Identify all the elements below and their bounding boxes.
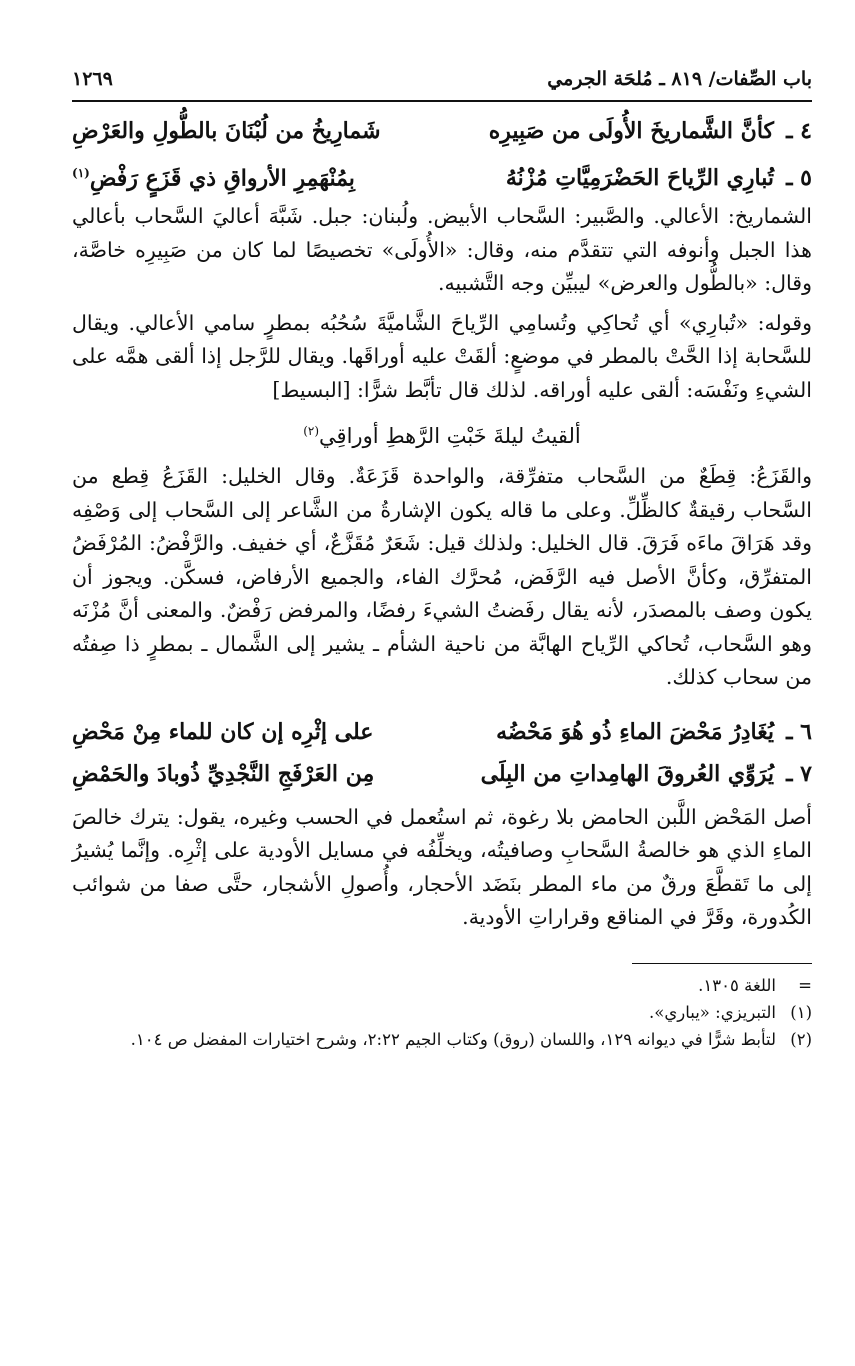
- hemistich-text: شَمارِيخُ من لُبْنَانَ بالطُّولِ والعَرْضِ: [72, 118, 381, 144]
- running-header: [72, 62, 812, 96]
- footnote-ref: (١): [72, 166, 90, 180]
- verse-second-hemistich: [72, 152, 444, 199]
- footnote-text: اللغة ١٣٠٥.: [698, 975, 776, 995]
- verse-first-hemistich: يُغَادِرُ مَحْضَ الماءِ ذُو هُوَ مَحْضُه: [496, 718, 774, 745]
- hemistich-text: على إثْرِه إن كان للماء مِنْ مَحْضِ: [72, 718, 374, 745]
- footnote-mark: =: [798, 975, 812, 995]
- footnote: [72, 1026, 812, 1053]
- page: [72, 62, 812, 1053]
- quoted-verse-text: ألقيتُ ليلةَ خَبْتِ الرَّهطِ أوراقِي: [319, 424, 581, 448]
- footnote-rule: [632, 963, 812, 964]
- verse-second-hemistich: [72, 711, 444, 753]
- verse-line: [72, 152, 812, 194]
- page-number: ١٢٦٩: [72, 68, 113, 90]
- footnote-mark: (١): [790, 1002, 812, 1022]
- spacer: [72, 701, 812, 711]
- hemistich-text: مِن العَرْفَجِ النَّجْدِيِّ ذُوبادَ والحَمْضِ: [72, 760, 375, 787]
- header-rule: [72, 100, 812, 102]
- verse-line: [72, 711, 812, 753]
- verse-first-hemistich: يُرَوِّي العُروقَ الهامِداتِ من البِلَى: [480, 760, 774, 787]
- commentary-paragraph: أصل المَحْض اللَّبن الحامض بلا رغوة، ثم استُعمل في الحسب وغيره، يقول: يترك خالصَ الماءِ الذي هو خالصةُ السَّحابِ وصافيتُه، ويخلِّفُه في مسايل الأودية على إثْرِه. وإنَّما يُشيرُ إلى ما تَقطَّعَ ورقٌ من ماء المطر بنَضَد الأحجار، وأُصولِ الأشجار، حتَّى صفا من شوائب الكُدورة، وقَرَّ في المناقع وقراراتِ الأودية.: [72, 804, 812, 929]
- hemistich-text: بِمُنْهَمِرِ الأرواقِ ذي قَزَعٍ رَفْضِ: [89, 165, 355, 192]
- verse-second-hemistich: [72, 753, 444, 795]
- verse-second-hemistich: [72, 110, 444, 152]
- footnote-ref: (٢): [303, 424, 320, 438]
- footnote-text: لتأبط شرًّا في ديوانه ١٢٩، واللسان (روق) وكتاب الجيم ٢:٢٢، وشرح اختيارات المفضل ص ١٠٤.: [130, 1029, 776, 1049]
- commentary-paragraph: وقوله: «تُبارِي» أي تُحاكِي وتُسامِي الرِّياحَ الشَّاميَّةَ سُحُبُه بمطرٍ سامي الأعالي. ويقال للسَّحابة إذا الحَّتْ بالمطر في موضعٍ: ألقَتْ عليه أوراقَها. ويقال للرَّجل إذا ألقى همَّه على الشيءِ ونَفْسَه: ألقى عليه أوراقه. لذلك قال تأبَّط شرًّا: [البسيط]: [72, 310, 812, 402]
- footnote-mark: (٢): [790, 1029, 812, 1049]
- verse-first-hemistich: كأنَّ الشَّماريخَ الأُولَى من صَبِيرِه: [488, 118, 774, 144]
- quoted-verse: [72, 413, 812, 454]
- commentary-paragraph: الشماريخ: الأعالي. والصَّبير: السَّحاب الأبيض. ولُبنان: جبل. شَبَّهَ أعاليَ السَّحاب بأعالي هذا الجبل وأنوفه التي تتقدَّم منه، وقال: «الأُولَى» تخصيصًا لما كان من صَبِيرِه خاصَّة، وقال: «بالطُّول والعرض» ليبيِّن وجه التَّشبيه.: [72, 204, 812, 295]
- verse-number: ٥ ـ: [786, 165, 812, 192]
- footnote-text: التبريزي: «يباري».: [648, 1002, 776, 1022]
- footnote: [72, 999, 812, 1026]
- verse-number: ٦ ـ: [786, 718, 812, 745]
- verse-line: [72, 753, 812, 795]
- footnote: [72, 972, 812, 999]
- verse-line: [72, 110, 812, 152]
- commentary-paragraph: والقَزَعُ: قِطَعٌ من السَّحاب متفرِّقة، والواحدة قَزَعَةٌ. وقال الخليل: القَزَعُ قِطع من السَّحاب رقيقةٌ كالظِّلِّ. وعلى ما قاله يكون الإشارةُ من الشَّاعر إلى السَّحاب إلى وَصْفِه وقد هَرَاقَ ماءَه فَرَقَ. قال الخليل: ولذلك قيل: شَعَرٌ مُقَزَّعٌ، أي خفيف. والرَّفْضُ: المُرْفَضُ المتفرِّق، وكأنَّ الأصل فيه الرَّفَض، مُحرَّك الفاء، والجميع الأرفاض، فسكَّن. ويجوز أن يكون وصف بالمصدَر، لأنه يقال رفَضتُ الشيءَ رفضًا، والمرفض رَفْضٌ. والمعنى أنَّ مُزْنَه وهو السَّحاب، تُحاكي الرِّياح الهابَّة من ناحية الشأم ـ يشير إلى الشَّمال ـ بمطرٍ ذا صِفتُه من سحاب كذلك.: [72, 464, 812, 689]
- verse-first-hemistich: تُبارِي الرِّياحَ الحَضْرَمِيَّاتِ مُزْنُهُ: [505, 165, 774, 192]
- verse-number: ٤ ـ: [786, 118, 812, 144]
- header-title: باب الصِّفات/ ٨١٩ ـ مُلحَة الجرمي: [547, 68, 812, 90]
- verse-number: ٧ ـ: [786, 760, 812, 787]
